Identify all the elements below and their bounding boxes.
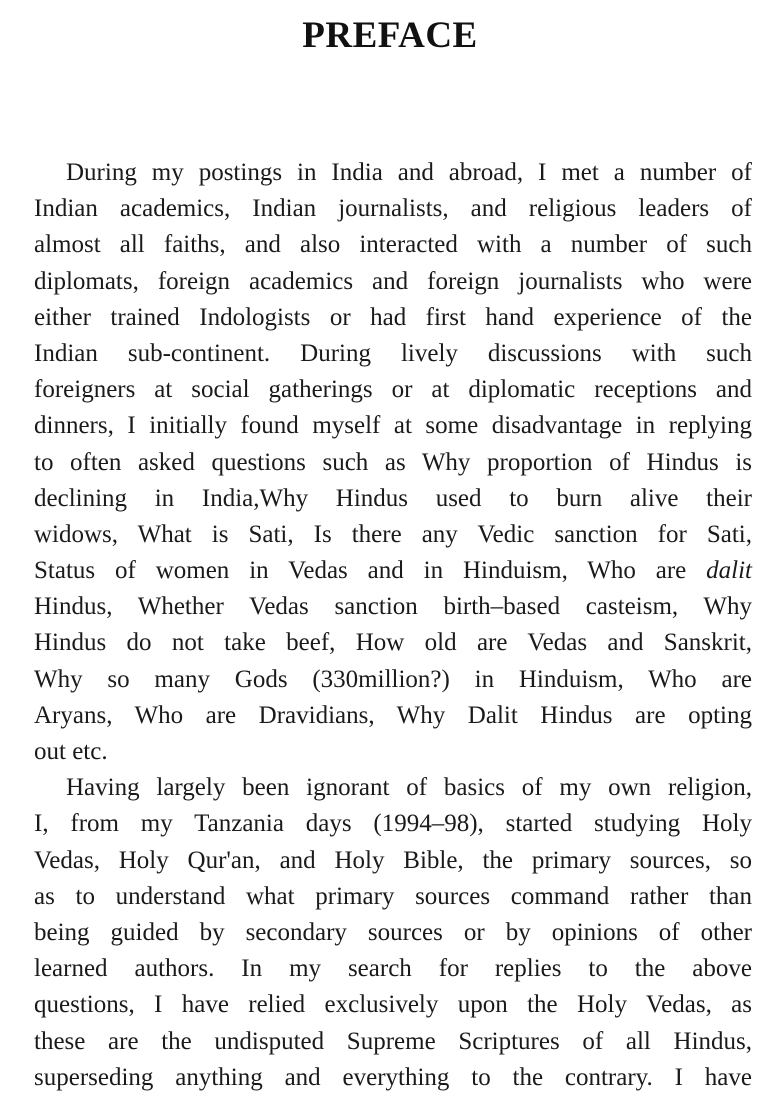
text-line [34,589,752,625]
page-title: PREFACE [302,15,478,56]
text-line [34,336,752,372]
text-line [34,300,752,336]
line-text: out etc. [34,738,108,765]
text-line [34,625,752,661]
text-line [34,553,752,589]
text-line [34,408,752,444]
italic-term: dalit [706,557,752,585]
text-line [34,915,752,951]
text-line [34,987,752,1023]
text-line [34,879,752,915]
text-line [34,662,752,698]
line-text: Why so many Gods (330million?) in Hinduism, Who are [34,665,752,693]
text-line [34,372,752,408]
line-text: During my postings in India and abroad, I met a number of [66,159,752,186]
line-text: Hindus, Whether Vedas sanction birth–based casteism, Why [34,593,752,621]
line-text: Status of women in Vedas and in Hinduism, Who are [34,557,687,585]
text-line [34,191,752,227]
line-text: learned authors. In my search for replies to the above [34,955,752,983]
line-text: declining in India,Why Hindus used to burn alive their [34,484,752,512]
line-text: Aryans, Who are Dravidians, Why Dalit Hindus are opting [34,701,752,729]
text-line [34,843,752,879]
text-line [34,806,752,842]
text-line [34,481,752,517]
line-text: superseding anything and everything to the contrary. I have [34,1063,752,1091]
line-text: as to understand what primary sources command rather than [34,882,752,910]
paragraph-2 [34,770,752,1096]
text-line [34,1024,752,1060]
line-text: being guided by secondary sources or by opinions of other [34,918,752,946]
text-line [34,155,752,191]
line-text: I, from my Tanzania days (1994–98), started studying Holy [34,810,752,838]
line-text: foreigners at social gatherings or at diplomatic receptions and [34,376,752,404]
preface-body [34,155,752,1096]
text-line [34,734,752,770]
line-text: Hindus do not take beef, How old are Vedas and Sanskrit, [34,629,752,657]
line-text: dinners, I initially found myself at some disadvantage in replying [34,412,752,440]
text-line [34,770,752,806]
line-text: questions, I have relied exclusively upon the Holy Vedas, as [34,991,752,1019]
text-line [34,1060,752,1096]
line-text: Indian sub-continent. During lively discussions with such [34,339,752,367]
paragraph-1 [34,155,752,770]
text-line [34,445,752,481]
line-text: these are the undisputed Supreme Scriptures of all Hindus, [34,1027,752,1055]
line-text: to often asked questions such as Why proportion of Hindus is [34,448,752,476]
line-text: diplomats, foreign academics and foreign journalists who were [34,267,752,295]
line-text: Having largely been ignorant of basics of my own religion, [66,774,752,802]
line-text: almost all faiths, and also interacted with a number of such [34,231,752,259]
line-text: Indian academics, Indian journalists, and religious leaders of [34,195,752,223]
text-line [34,951,752,987]
text-line [34,227,752,263]
text-line [34,698,752,734]
text-line [34,264,752,300]
line-text: widows, What is Sati, Is there any Vedic sanction for Sati, [34,520,752,548]
text-line [34,517,752,553]
line-text: Vedas, Holy Qur'an, and Holy Bible, the primary sources, so [34,846,752,874]
line-text: either trained Indologists or had first hand experience of the [34,303,752,331]
